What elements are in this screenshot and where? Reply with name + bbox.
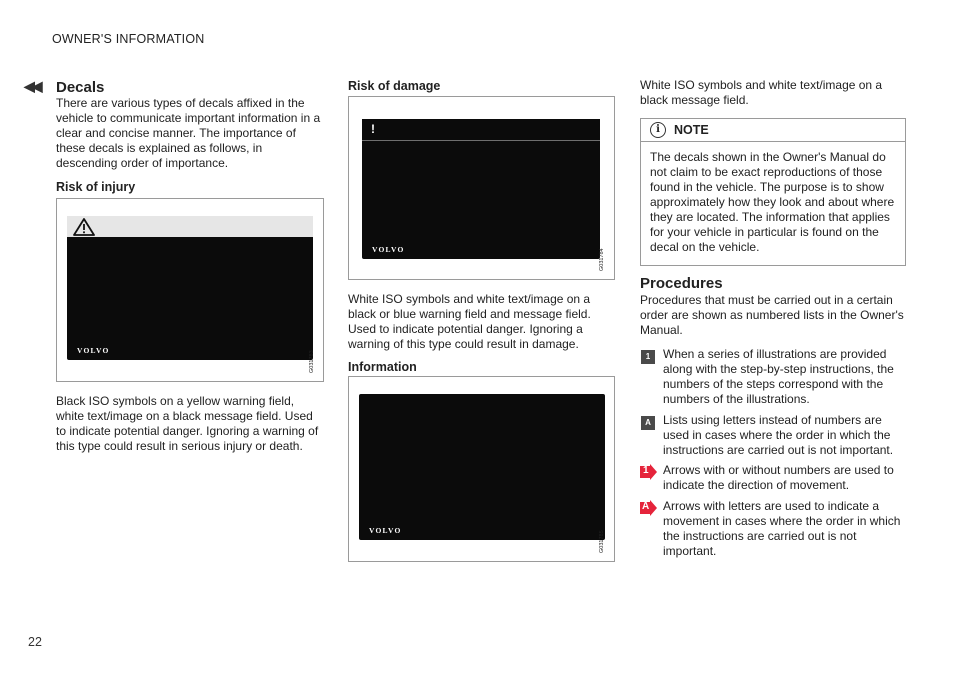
injury-decal xyxy=(67,216,313,360)
risk-of-injury-heading: Risk of injury xyxy=(56,180,136,194)
figure-code: G031785 xyxy=(599,530,605,553)
information-decal xyxy=(359,394,605,540)
back-arrows-icon[interactable]: ◀◀ xyxy=(24,78,40,94)
risk-of-damage-description: White ISO symbols and white text/image on a black or blue warning field and message field. Used to indicate potential danger. Ignoring a warning of this type could result in damage. xyxy=(348,292,591,351)
risk-of-injury-description: Black ISO symbols on a yellow warning field, white text/image on a black message field. Used to indicate potential danger. Ignoring a warning of this type could result in serious injury or death. xyxy=(56,394,319,453)
procedures-intro: Procedures that must be carried out in a certain order are shown as numbered lists in the Owner's Manual. xyxy=(640,293,904,337)
arrow-label: A xyxy=(642,501,650,512)
decals-intro: There are various types of decals affixed in the vehicle to communicate important information in a clear and concise manner. The importance of these decals is explained as follows, in descending order of importance. xyxy=(56,96,321,170)
information-description: White ISO symbols and white text/image on a black message field. xyxy=(640,78,883,107)
volvo-logo: VOLVO xyxy=(369,526,402,535)
information-heading: Information xyxy=(348,360,417,374)
arrow-label: 1 xyxy=(643,465,649,476)
note-header xyxy=(641,119,905,142)
figure-code: G031783 xyxy=(309,350,315,373)
page-number: 22 xyxy=(28,635,42,649)
step-number-marker: 1 xyxy=(641,350,655,364)
procedure-item: Lists using letters instead of numbers are used in cases where the order in which the instructions are carried out is not important. xyxy=(663,413,894,457)
warning-triangle-icon xyxy=(73,218,95,236)
numbered-arrow-icon xyxy=(640,464,658,480)
warning-field xyxy=(362,119,600,141)
damage-decal xyxy=(362,119,600,259)
risk-of-damage-heading: Risk of damage xyxy=(348,79,441,93)
procedure-item: Arrows with or without numbers are used to indicate the direction of movement. xyxy=(663,463,894,492)
volvo-logo: VOLVO xyxy=(77,346,110,355)
risk-of-injury-figure xyxy=(56,198,324,382)
procedure-item: Arrows with letters are used to indicate a movement in cases where the order in which the instructions are carried out is not important. xyxy=(663,499,901,558)
note-body: The decals shown in the Owner's Manual do not claim to be exact reproductions of those found in the vehicle. The purpose is to show approximately how they look and about where they are located. The information that applies for your vehicle in particular is found on the decal on the vehicle. xyxy=(650,150,895,254)
note-box xyxy=(640,118,906,266)
note-title: NOTE xyxy=(674,123,709,137)
step-letter-marker: A xyxy=(641,416,655,430)
volvo-logo: VOLVO xyxy=(372,245,405,254)
risk-of-damage-figure xyxy=(348,96,615,280)
information-figure xyxy=(348,376,615,562)
figure-code: G031784 xyxy=(599,248,605,271)
info-icon: i xyxy=(650,122,666,138)
decals-title: Decals xyxy=(56,79,105,96)
exclamation-icon: ! xyxy=(371,122,375,136)
procedure-item: When a series of illustrations are provided along with the step-by-step instructions, the numbers of the steps correspond with the numbers of the illustrations. xyxy=(663,347,894,406)
procedures-title: Procedures xyxy=(640,275,723,292)
page-header-title: OWNER'S INFORMATION xyxy=(52,32,205,46)
yellow-warning-field xyxy=(67,216,313,237)
lettered-arrow-icon xyxy=(640,500,658,516)
